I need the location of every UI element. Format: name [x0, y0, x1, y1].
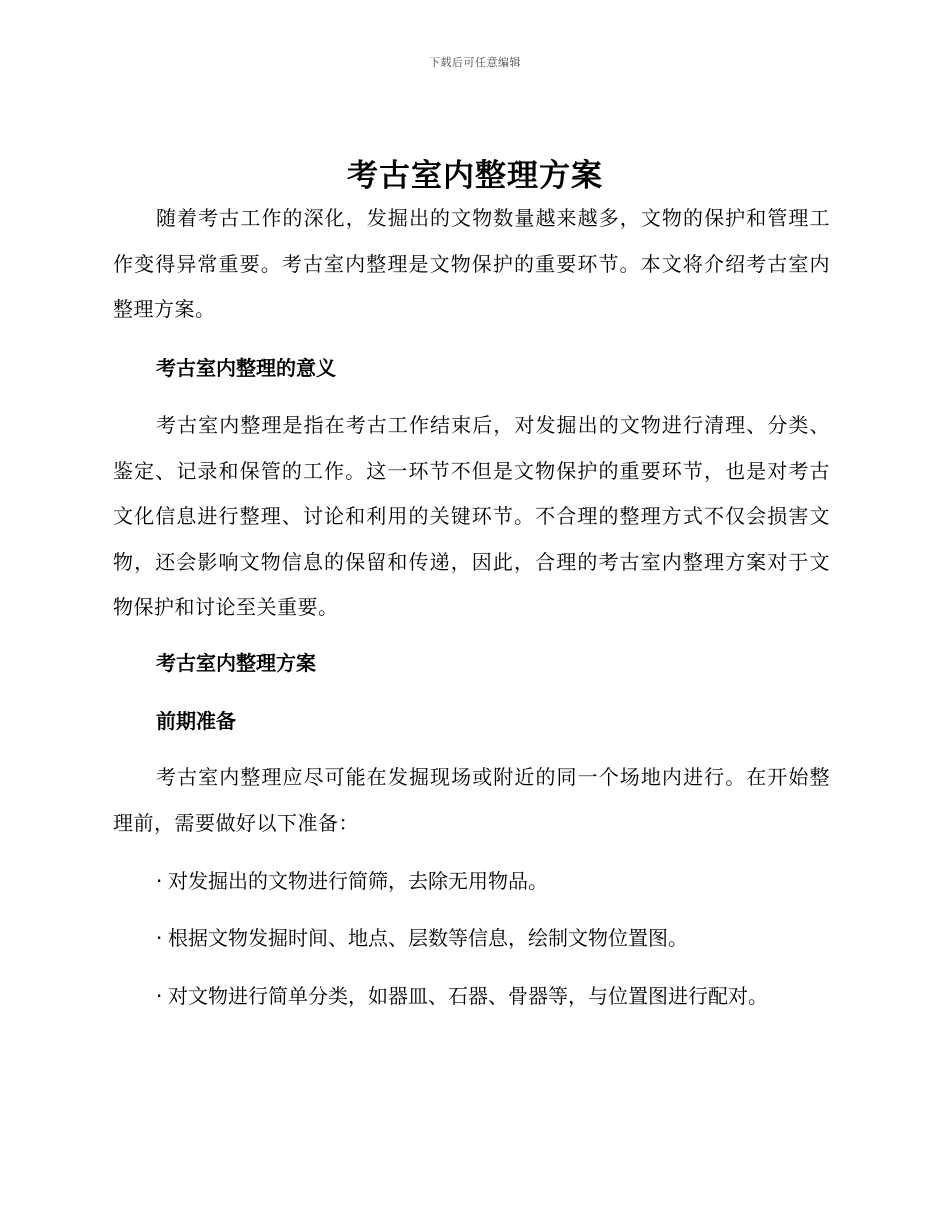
- bullet-icon: ·: [156, 869, 163, 893]
- bullet-icon: ·: [156, 926, 163, 950]
- bullet-icon: ·: [156, 984, 163, 1008]
- prep-paragraph: 考古室内整理应尽可能在发掘现场或附近的同一个场地内进行。在开始整理前，需要做好以下准备：: [113, 765, 830, 835]
- list-item-text: 对文物进行简单分类，如器皿、石器、骨器等，与位置图进行配对。: [168, 984, 768, 1008]
- list-item: [156, 866, 548, 896]
- section-heading-plan: 考古室内整理方案: [156, 651, 316, 675]
- list-item: [156, 923, 688, 953]
- list-item-text: 对发掘出的文物进行简筛，去除无用物品。: [168, 869, 548, 893]
- list-item: [156, 981, 768, 1011]
- meaning-paragraph: 考古室内整理是指在考古工作结束后，对发掘出的文物进行清理、分类、鉴定、记录和保管的工作。这一环节不但是文物保护的重要环节，也是对考古文化信息进行整理、讨论和利用的关键环节。不合理的整理方式不仅会损害文物，还会影响文物信息的保留和传递，因此，合理的考古室内整理方案对于文物保护和讨论至关重要。: [113, 413, 830, 619]
- section-heading-prep: 前期准备: [156, 709, 236, 733]
- page-title: 考古室内整理方案: [347, 158, 603, 194]
- section-heading-meaning: 考古室内整理的意义: [156, 356, 336, 380]
- intro-paragraph: 随着考古工作的深化，发掘出的文物数量越来越多，文物的保护和管理工作变得异常重要。考古室内整理是文物保护的重要环节。本文将介绍考古室内整理方案。: [113, 206, 830, 321]
- list-item-text: 根据文物发掘时间、地点、层数等信息，绘制文物位置图。: [168, 926, 688, 950]
- header-note: 下载后可任意编辑: [429, 56, 521, 69]
